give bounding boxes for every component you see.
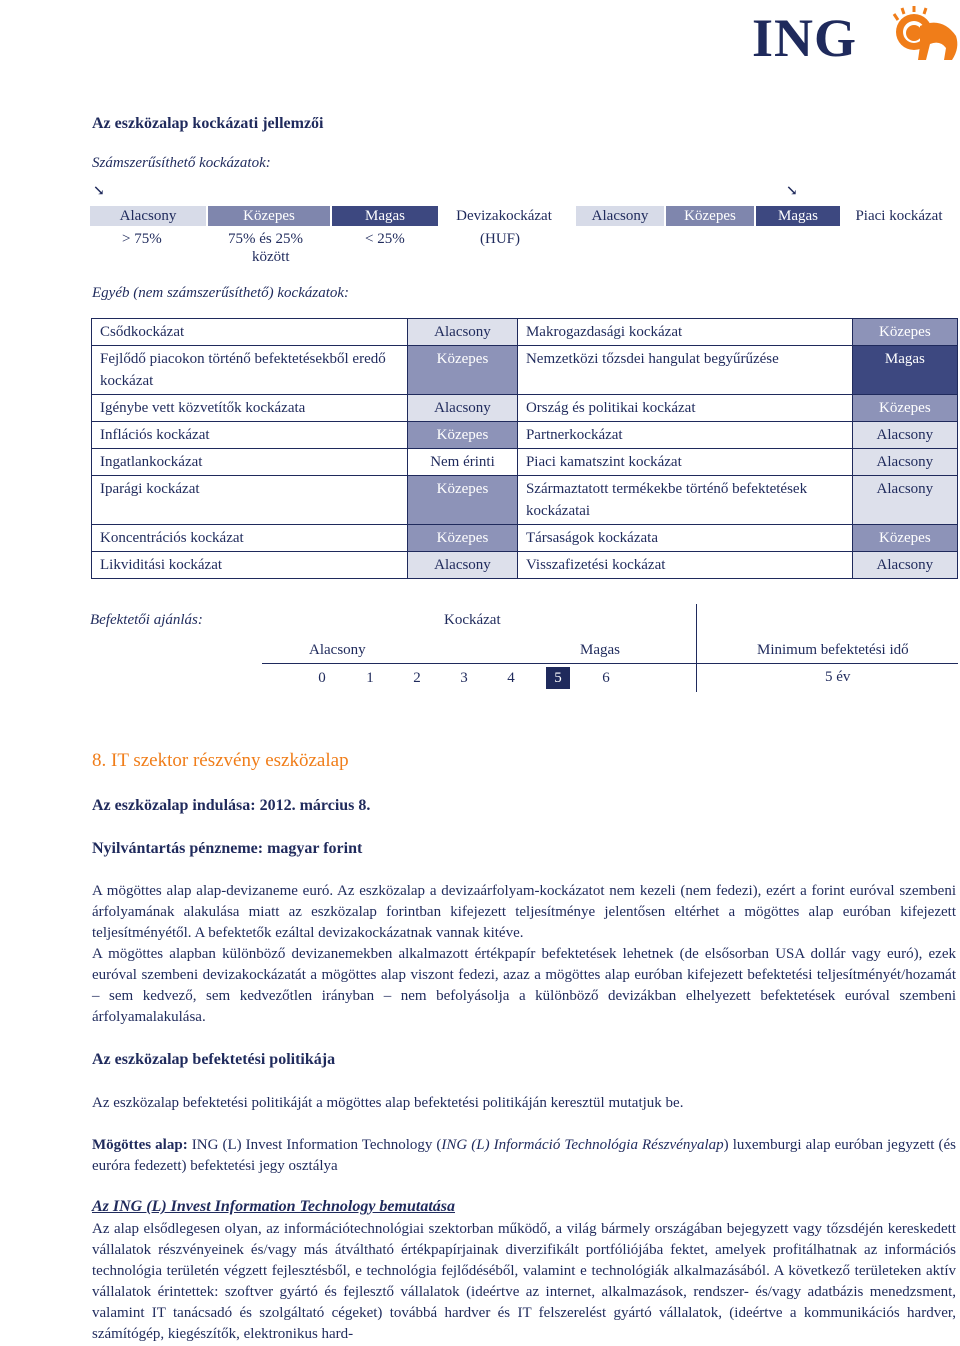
risk-name: Koncentrációs kockázat [92, 525, 408, 552]
fund-currency: Nyilvántartás pénzneme: magyar forint [92, 840, 363, 857]
risk-level: Alacsony [852, 422, 957, 449]
intro-text: Az alap elsődlegesen olyan, az információtechnológiai szektorban működő, a világ bármely országában bejegyzett vagy tőzsdéjén kereskedett vállalatok részvényeinek és/vagy más átváltható értékpapírjainak diverzifikált portfóliójába fektet, amelyek profitálhatnak az információs technológia területén végzett fejlesztésből, e technológia fejlődéséből, valamint e technológiák alkalmazásából. A következő területeken aktív vállalatok érintettek: szoftver gyártó és fejlesztő vállalatok (ideértve az internet, alkalmazások, rendszer- és/vagy adatbázis menedzsment, valamint IT tanácsadó és szolgáltató cégeket) továbbá hardver és IT felszerelést gyártó vállalatok, (ideértve a kommunikációs hardver, számítógép, kiegészítők, elektronikus hard- [92, 1221, 956, 1342]
risk-name: Partnerkockázat [517, 422, 852, 449]
currency-risk-name: Devizakockázat [456, 208, 552, 224]
risk-row [92, 449, 958, 476]
risk-level: Magas [852, 346, 957, 395]
fund-paragraph-1: A mögöttes alap alap-devizaneme euró. Az eszközalap a devizaárfolyam-kockázatot nem kezeli (nem fedezi), ezért a forint euróval szembeni árfolyamának alakulása miatt az eszközalap forintban kifejezett teljesítménye jelentősen eltérhet a mögöttes alap euróban kifejezett teljesítményétől. A befektetők ezáltal devizakockázatnak vannak kitéve. [92, 883, 956, 941]
threshold-mid-cont: között [252, 249, 290, 265]
risk-name: Társaságok kockázata [517, 525, 852, 552]
risk-level: Közepes [852, 395, 957, 422]
underlying-hu-name: ING (L) Információ Technológia Részvényalap [441, 1137, 724, 1153]
market-risk-medium: Közepes [666, 206, 754, 226]
currency-risk-medium: Közepes [208, 206, 330, 226]
scale-divider [696, 604, 697, 692]
section-title: Az eszközalap kockázati jellemzői [92, 115, 324, 132]
ing-logo-text: ING [752, 8, 858, 68]
scale-step: 1 [366, 670, 374, 686]
risk-level: Közepes [408, 422, 518, 449]
scale-rule [262, 663, 958, 664]
scale-high-label: Magas [580, 642, 620, 658]
policy-text: Az eszközalap befektetési politikáját a mögöttes alap befektetési politikáján keresztül mutatjuk be. [92, 1095, 684, 1111]
risk-level: Alacsony [852, 449, 957, 476]
fund-start: Az eszközalap indulása: 2012. március 8. [92, 797, 371, 814]
risk-name: Ingatlankockázat [92, 449, 408, 476]
scale-step: 0 [318, 670, 326, 686]
risk-name: Piaci kamatszint kockázat [517, 449, 852, 476]
risk-name: Iparági kockázat [92, 476, 408, 525]
risk-level: Alacsony [408, 319, 518, 346]
arrow-down-right-icon: ↘ [93, 184, 105, 199]
scale-step: 2 [413, 670, 421, 686]
risk-level: Közepes [408, 525, 518, 552]
ing-logo [752, 6, 960, 66]
risk-name: Csődkockázat [92, 319, 408, 346]
risk-level: Alacsony [852, 552, 957, 579]
min-period-value: 5 év [825, 669, 851, 685]
underlying-label: Mögöttes alap: [92, 1137, 188, 1153]
risk-header: Kockázat [444, 612, 501, 628]
scale-step: 5 [546, 667, 570, 689]
risk-name: Visszafizetési kockázat [517, 552, 852, 579]
risk-level: Közepes [852, 319, 957, 346]
intro-title: Az ING (L) Invest Information Technology bemutatása [92, 1198, 455, 1215]
underlying-rest: ) luxemburgi alap euróban jegyzett (és euróra fedezett) befektetési jegy osztálya [92, 1137, 957, 1174]
risk-name: Igénybe vett közvetítők kockázata [92, 395, 408, 422]
currency-risk-high: Magas [332, 206, 438, 226]
risk-level: Alacsony [408, 552, 518, 579]
quant-risks-label: Számszerűsíthető kockázatok: [92, 155, 271, 171]
risk-row [92, 422, 958, 449]
market-risk-name: Piaci kockázat [855, 208, 943, 224]
min-period-label: Minimum befektetési idő [757, 642, 909, 658]
lion-icon [890, 6, 960, 64]
risk-row [92, 525, 958, 552]
threshold-high: < 25% [365, 231, 405, 247]
risk-name: Fejlődő piacokon történő befektetésekből eredő kockázat [92, 346, 408, 395]
risk-row [92, 346, 958, 395]
risk-name: Származtatott termékekbe történő befektetések kockázatai [517, 476, 852, 525]
market-risk-low: Alacsony [576, 206, 664, 226]
risk-level: Közepes [408, 476, 518, 525]
currency-unit: (HUF) [480, 231, 520, 247]
market-risk-high: Magas [756, 206, 840, 226]
quant-risk-bar [90, 206, 960, 226]
fund-title: 8. IT szektor részvény eszközalap [92, 750, 349, 771]
recommendation-label: Befektetői ajánlás: [90, 612, 203, 628]
risk-level: Közepes [408, 346, 518, 395]
risk-name: Likviditási kockázat [92, 552, 408, 579]
scale-step: 3 [460, 670, 468, 686]
risk-row [92, 319, 958, 346]
other-risks-label: Egyéb (nem számszerűsíthető) kockázatok: [92, 285, 350, 301]
risk-name: Nemzetközi tőzsdei hangulat begyűrűzése [517, 346, 852, 395]
other-risks-table [91, 318, 958, 579]
currency-risk-low: Alacsony [90, 206, 206, 226]
risk-row [92, 476, 958, 525]
underlying-name: ING (L) Invest Information Technology ( [191, 1137, 442, 1153]
scale-step: 6 [602, 670, 610, 686]
arrow-down-right-icon: ↘ [786, 184, 798, 199]
scale-low-label: Alacsony [309, 642, 366, 658]
underlying-fund [92, 1135, 956, 1177]
scale-step: 4 [507, 670, 515, 686]
risk-level: Közepes [852, 525, 957, 552]
risk-row [92, 552, 958, 579]
risk-level: Nem érinti [408, 449, 518, 476]
risk-name: Inflációs kockázat [92, 422, 408, 449]
risk-level: Alacsony [852, 476, 957, 525]
policy-title: Az eszközalap befektetési politikája [92, 1051, 336, 1068]
risk-name: Ország és politikai kockázat [517, 395, 852, 422]
risk-row [92, 395, 958, 422]
fund-paragraph-2: A mögöttes alapban különböző devizanemekben alkalmazott értékpapír befektetések lehetnek (de elsősorban USA dollár vagy euró), ezek euróval szembeni devizakockázatát a mögöttes alap viszont fedezi, azaz a mögöttes alap euróban kifejezett befektetési teljesítményét/hozamát – sem kedvező, sem kedvezőtlen irányban – nem befolyásolja a különböző devizákban elhelyezett befektetések euróval szembeni árfolyamalakulása. [92, 946, 956, 1025]
threshold-low: > 75% [122, 231, 162, 247]
risk-name: Makrogazdasági kockázat [517, 319, 852, 346]
risk-level: Alacsony [408, 395, 518, 422]
threshold-mid: 75% és 25% [228, 231, 303, 247]
